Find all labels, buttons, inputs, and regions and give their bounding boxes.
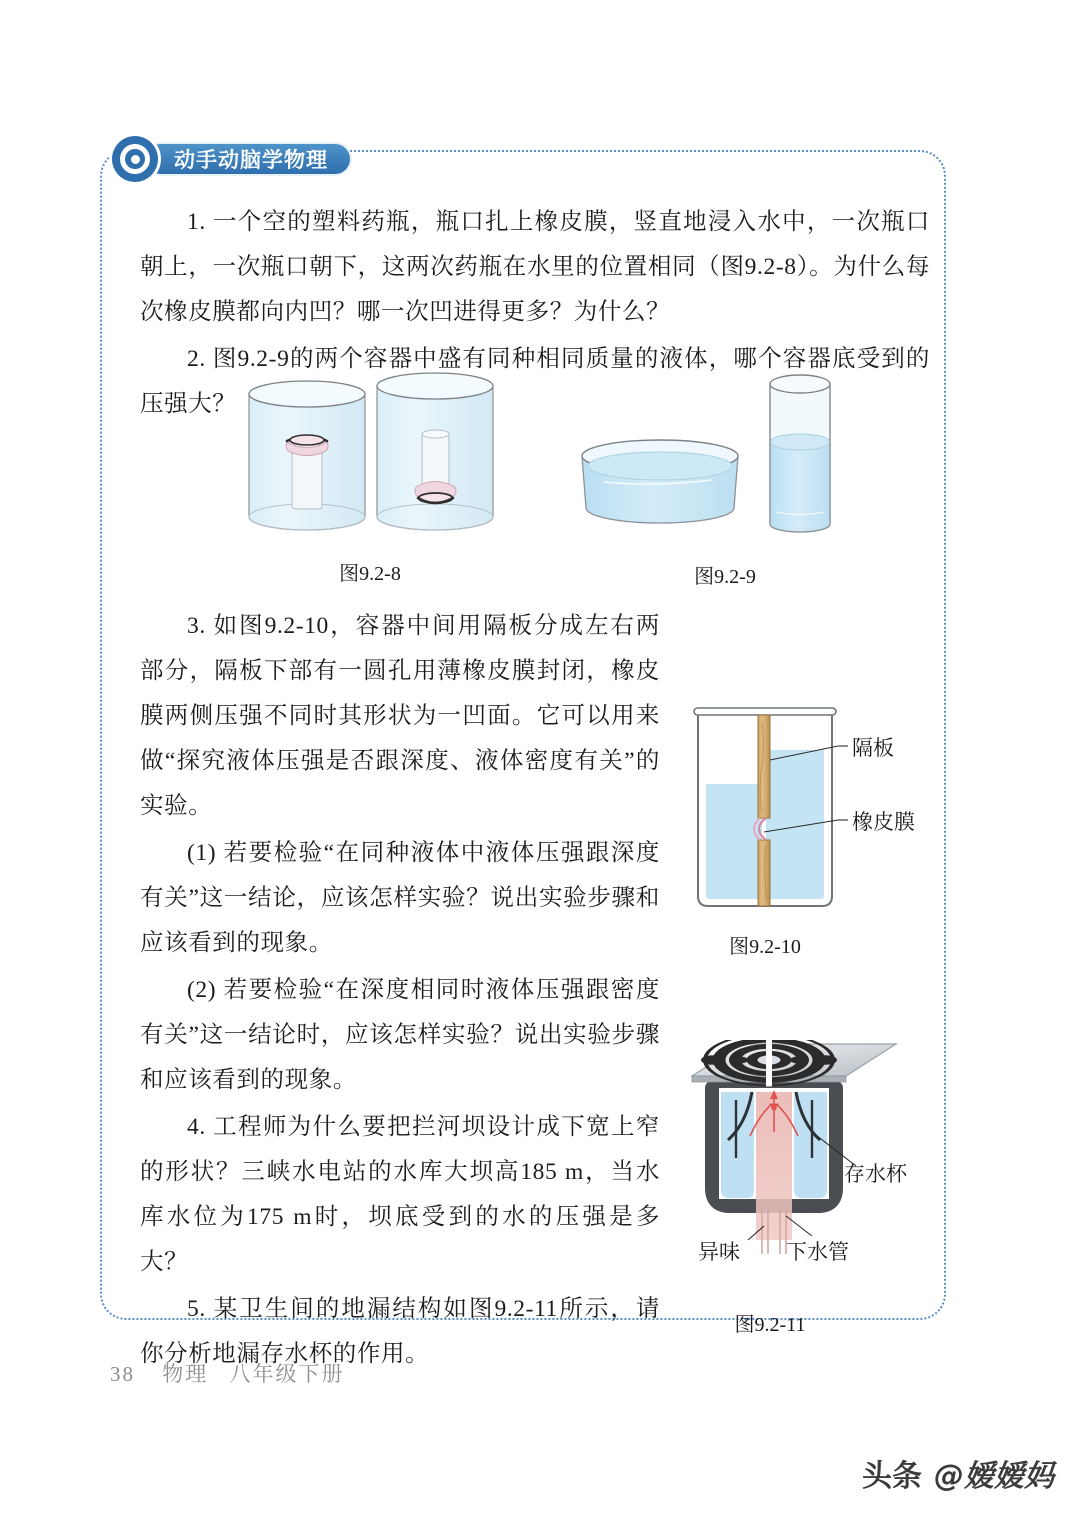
figure-9-2-10-label-membrane: 橡皮膜 [852, 810, 915, 834]
question-3-part-1: (1) 若要检验“在同种液体中液体压强跟深度有关”这一结论，应该怎样实验？说出实验步骤和应该看到的现象。 [140, 840, 660, 956]
figure-9-2-9-drawing [570, 366, 880, 552]
question-3: 3. 如图9.2-10，容器中间用隔板分成左右两部分，隔板下部有一圆孔用薄橡皮膜封闭，橡皮膜两侧压强不同时其形状为一凹面。它可以用来做“探究液体压强是否跟深度、液体密度有关”的实验。 [140, 613, 660, 819]
figure-9-2-8-caption: 图9.2-8 [339, 563, 401, 585]
watermark-account: @嫒嫒妈 [934, 1459, 1054, 1494]
figure-9-2-10-label-divider: 隔板 [852, 736, 894, 760]
question-1: 1. 一个空的塑料药瓶，瓶口扎上橡皮膜，竖直地浸入水中，一次瓶口朝上，一次瓶口朝下，这两次药瓶在水里的位置相同（图9.2-8）。为什么每次橡皮膜都向内凹？哪一次凹进得更多？为什么？ [140, 209, 930, 325]
figure-9-2-9-caption: 图9.2-9 [694, 566, 756, 588]
figure-9-2-10-caption: 图9.2-10 [729, 936, 801, 958]
footer-grade: 八年级下册 [229, 1362, 345, 1386]
figure-row-top [140, 372, 930, 587]
figure-9-2-11-label-odor: 异味 [698, 1240, 740, 1264]
question-2: 2. 图9.2-9的两个容器中盛有同种相同质量的液体，哪个容器底受到的压强大？ [140, 346, 930, 417]
figure-9-2-10 [690, 698, 940, 959]
figure-9-2-9 [570, 366, 880, 589]
footer-page-number: 38 [110, 1362, 135, 1386]
page-footer [110, 1358, 345, 1388]
figure-9-2-11-label-drain-pipe: 下水管 [786, 1240, 849, 1264]
question-3-part-2: (2) 若要检验“在深度相同时液体压强跟密度有关”这一结论时，应该怎样实验？说出实验步骤和应该看到的现象。 [140, 977, 660, 1093]
figure-9-2-11-label-water-cup: 存水杯 [844, 1162, 907, 1186]
question-block-bottom [140, 604, 660, 1379]
question-4: 4. 工程师为什么要把拦河坝设计成下宽上窄的形状？三峡水电站的水库大坝高185 m，当水库水位为175 m时，坝底受到的水的压强是多大？ [140, 1114, 660, 1275]
figure-9-2-11-caption: 图9.2-11 [734, 1314, 806, 1336]
target-circle-icon [112, 136, 158, 182]
footer-subject: 物理 [162, 1362, 209, 1386]
section-header-badge [112, 136, 352, 182]
question-5: 5. 某卫生间的地漏结构如图9.2-11所示，请你分析地漏存水杯的作用。 [140, 1296, 660, 1367]
section-header-pill [144, 142, 352, 176]
figure-9-2-11 [690, 1040, 940, 1337]
watermark-platform: 头条 [862, 1459, 922, 1494]
section-header-label: 动手动脑学物理 [174, 148, 328, 172]
figure-9-2-11-drawing [690, 1040, 940, 1260]
figure-9-2-8-drawing [235, 372, 505, 547]
watermark [862, 1451, 1054, 1495]
figure-9-2-8 [235, 372, 505, 586]
